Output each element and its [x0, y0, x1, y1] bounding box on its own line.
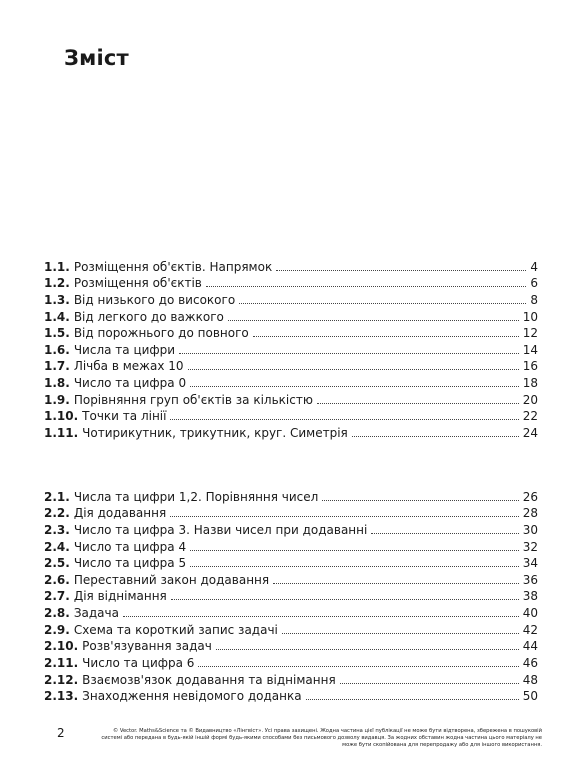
toc-entry [44, 324, 538, 341]
toc-entry-page: 14 [522, 342, 538, 357]
toc-entry [44, 670, 538, 687]
toc-entry-title: Розміщення об'єктів. Напрямок [73, 259, 273, 274]
toc-entry [44, 620, 538, 637]
toc-entry-page: 40 [522, 606, 538, 621]
toc-entry-page: 4 [530, 259, 538, 274]
toc-entry-page: 28 [522, 506, 538, 521]
toc-entry [44, 653, 538, 670]
toc-entry-number: 2.13. [44, 689, 79, 704]
copyright-notice: © Vector. Maths&Science та © Видавництво «Лінгвіст». Усі права захищені. Жодна частина цієї публікації не може бути відтворена, збережена в пошуковій системі або передана в будь-якій іншій формі будь-якими способами без письмового дозволу видавця. За жодних обставин жодна частина цього матеріалу не може бути скопійована для перепродажу або для іншого використання. [101, 728, 542, 748]
toc-entry-title: Число та цифра 0 [73, 376, 187, 391]
toc-entry-page: 46 [522, 656, 538, 671]
toc-entry-title: Числа та цифри 1,2. Порівняння чисел [73, 489, 319, 504]
toc-entry [44, 687, 538, 704]
toc-entry [44, 554, 538, 571]
toc-entry-title: Лічба в межах 10 [73, 359, 184, 374]
toc-dot-leader [228, 319, 519, 321]
toc-entry [44, 357, 538, 374]
toc-dot-leader [179, 352, 519, 354]
toc-entry [44, 504, 538, 521]
toc-dot-leader [317, 402, 519, 404]
toc-entry-page: 38 [522, 589, 538, 604]
toc-entry-number: 2.2. [44, 506, 70, 521]
toc-dot-leader [282, 632, 519, 634]
toc-entry-title: Число та цифра 4 [73, 539, 187, 554]
toc-dot-leader [216, 648, 519, 650]
toc-entry-number: 2.5. [44, 556, 70, 571]
toc-entry-page: 48 [522, 672, 538, 687]
toc-entry-page: 6 [530, 276, 538, 291]
toc-section-1 [44, 257, 538, 440]
toc-entry-title: Порівняння груп об'єктів за кількістю [73, 392, 313, 407]
toc-entry-number: 2.3. [44, 522, 70, 537]
toc-entry [44, 637, 538, 654]
toc-entry-number: 2.11. [44, 656, 79, 671]
toc-dot-leader [206, 285, 527, 287]
toc-entry-number: 2.8. [44, 606, 70, 621]
toc-entry-page: 24 [522, 426, 538, 441]
toc-dot-leader [123, 615, 519, 617]
toc-dot-leader [253, 335, 519, 337]
toc-entry-number: 1.4. [44, 309, 70, 324]
toc-entry [44, 407, 538, 424]
toc-entry-title: Дія віднімання [73, 589, 167, 604]
toc-dot-leader [276, 269, 526, 271]
toc-entry [44, 290, 538, 307]
toc-dot-leader [239, 302, 526, 304]
toc-entry-number: 1.10. [44, 409, 79, 424]
toc-dot-leader [306, 698, 519, 700]
toc-entry-page: 10 [522, 309, 538, 324]
toc-entry-title: Взаємозв'язок додавання та віднімання [82, 672, 336, 687]
toc-entry-number: 2.7. [44, 589, 70, 604]
toc-entry-title: Числа та цифри [73, 342, 176, 357]
toc-entry-title: Від порожнього до повного [73, 326, 249, 341]
toc-entry-title: Розв'язування задач [82, 639, 212, 654]
toc-entry-title: Знаходження невідомого доданка [82, 689, 302, 704]
toc-dot-leader [188, 368, 519, 370]
toc-dot-leader [170, 418, 518, 420]
toc-entry-number: 2.10. [44, 639, 79, 654]
toc-entry-title: Точки та лінії [82, 409, 167, 424]
toc-entry-page: 26 [522, 489, 538, 504]
toc-dot-leader [352, 435, 519, 437]
toc-entry-number: 2.6. [44, 572, 70, 587]
toc-entry-page: 50 [522, 689, 538, 704]
toc-entry-title: Від легкого до важкого [73, 309, 224, 324]
toc-dot-leader [322, 499, 518, 501]
toc-entry [44, 537, 538, 554]
page-title: Зміст [64, 46, 129, 70]
toc-dot-leader [190, 385, 519, 387]
toc-entry-title: Розміщення об'єктів [73, 276, 202, 291]
toc-entry-page: 36 [522, 572, 538, 587]
toc-entry-page: 34 [522, 556, 538, 571]
toc-entry [44, 307, 538, 324]
toc-entry-page: 42 [522, 622, 538, 637]
toc-entry-page: 22 [522, 409, 538, 424]
toc-entry [44, 423, 538, 440]
toc-entry-title: Дія додавання [73, 506, 167, 521]
toc-entry-page: 8 [530, 292, 538, 307]
toc-entry-number: 2.1. [44, 489, 70, 504]
toc-entry [44, 520, 538, 537]
toc-entry-number: 2.4. [44, 539, 70, 554]
page-number: 2 [57, 726, 65, 740]
toc-entry [44, 274, 538, 291]
toc-entry-number: 1.9. [44, 392, 70, 407]
toc-entry-title: Число та цифра 5 [73, 556, 187, 571]
toc-entry-title: Задача [73, 606, 119, 621]
toc-dot-leader [170, 515, 519, 517]
toc-entry-number: 1.5. [44, 326, 70, 341]
toc-entry-title: Схема та короткий запис задачі [73, 622, 278, 637]
toc-entry-page: 18 [522, 376, 538, 391]
toc-entry-title: Від низького до високого [73, 292, 236, 307]
toc-entry-page: 30 [522, 522, 538, 537]
toc-entry-number: 1.8. [44, 376, 70, 391]
toc-entry [44, 570, 538, 587]
toc-entry-page: 32 [522, 539, 538, 554]
toc-entry-number: 1.7. [44, 359, 70, 374]
toc-entry-title: Число та цифра 6 [82, 656, 195, 671]
toc-entry [44, 603, 538, 620]
toc-entry-number: 1.2. [44, 276, 70, 291]
toc-dot-leader [340, 682, 519, 684]
toc-entry-number: 1.3. [44, 292, 70, 307]
toc-entry-number: 1.6. [44, 342, 70, 357]
toc-entry-number: 2.9. [44, 622, 70, 637]
toc-dot-leader [190, 565, 519, 567]
toc-entry-page: 20 [522, 392, 538, 407]
toc-entry [44, 340, 538, 357]
toc-entry [44, 257, 538, 274]
toc-entry-title: Число та цифра 3. Назви чисел при додаванні [73, 522, 368, 537]
toc-entry [44, 390, 538, 407]
toc-entry [44, 587, 538, 604]
toc-entry-title: Переставний закон додавання [73, 572, 270, 587]
toc-section-2 [44, 487, 538, 703]
toc-entry-number: 1.1. [44, 259, 70, 274]
toc-dot-leader [190, 549, 519, 551]
toc-entry-number: 2.12. [44, 672, 79, 687]
toc-dot-leader [371, 532, 518, 534]
toc-dot-leader [273, 582, 519, 584]
toc-entry [44, 373, 538, 390]
toc-entry [44, 487, 538, 504]
toc-dot-leader [198, 665, 518, 667]
toc-entry-number: 1.11. [44, 426, 79, 441]
toc-entry-page: 12 [522, 326, 538, 341]
toc-entry-title: Чотирикутник, трикутник, круг. Симетрія [82, 426, 348, 441]
toc-entry-page: 44 [522, 639, 538, 654]
toc-dot-leader [171, 598, 519, 600]
toc-entry-page: 16 [522, 359, 538, 374]
